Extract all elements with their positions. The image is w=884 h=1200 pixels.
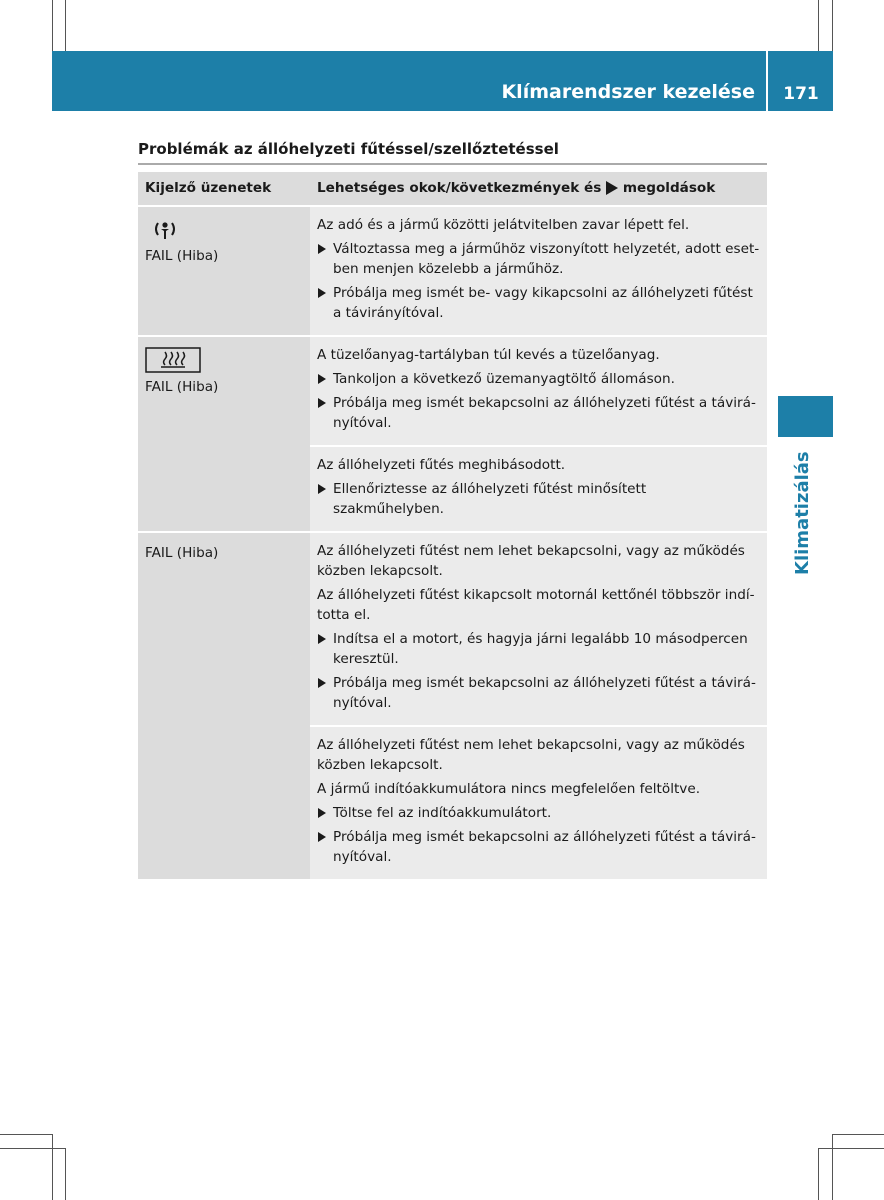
message-text: FAIL (Hiba) — [145, 248, 219, 264]
cause-text: Az állóhelyzeti fűtés meghibásodott. — [317, 457, 566, 473]
crop-mark — [0, 1148, 66, 1149]
crop-mark — [52, 1134, 53, 1200]
auxiliary-heating-icon — [145, 347, 201, 373]
arrow-icon — [606, 181, 618, 195]
solution-step: Próbálja meg ismét bekapcsolni az állóhelyzeti fűtést a távirá-nyítóval. — [317, 673, 761, 713]
solution-cell — [310, 446, 767, 532]
crop-mark — [818, 1148, 884, 1149]
cause-text: Az állóhelyzeti fűtést kikapcsolt motornál kettőnél többször indí-totta el. — [317, 587, 755, 623]
crop-mark — [832, 0, 833, 51]
page-header — [52, 51, 833, 111]
column-header-causes — [310, 172, 767, 206]
table-row — [138, 336, 767, 446]
column-header-messages: Kijelző üzenetek — [138, 172, 310, 206]
cause-text: A tüzelőanyag-tartályban túl kevés a tüzelőanyag. — [317, 347, 660, 363]
chapter-title: Klímarendszer kezelése — [501, 81, 755, 103]
section-divider — [138, 163, 767, 165]
page-number: 171 — [783, 84, 819, 104]
crop-mark — [818, 1148, 819, 1200]
solution-cell — [310, 336, 767, 446]
message-cell — [138, 206, 310, 336]
section-title: Problémák az állóhelyzeti fűtéssel/szellőztetéssel — [138, 140, 559, 158]
solution-step: Próbálja meg ismét be- vagy kikapcsolni az állóhelyzeti fűtést a távirányítóval. — [317, 283, 761, 323]
message-text: FAIL (Hiba) — [145, 545, 219, 561]
message-cell — [138, 336, 310, 532]
header-text: megoldások — [622, 180, 716, 196]
header-text: Lehetséges okok/következmények és — [317, 180, 602, 196]
solution-step: Próbálja meg ismét bekapcsolni az állóhelyzeti fűtést a távirá-nyítóval. — [317, 827, 761, 867]
crop-mark — [65, 0, 66, 51]
message-text: FAIL (Hiba) — [145, 379, 219, 395]
solution-step: Változtassa meg a járműhöz viszonyított helyzetét, adott eset-ben menjen közelebb a járműhöz. — [317, 239, 761, 279]
message-cell — [138, 532, 310, 880]
cause-text: Az állóhelyzeti fűtést nem lehet bekapcsolni, vagy az működés közben lekapcsolt. — [317, 737, 745, 773]
solution-cell — [310, 206, 767, 336]
crop-mark — [52, 0, 53, 51]
antenna-signal-icon — [145, 218, 185, 240]
crop-mark — [832, 1134, 884, 1135]
crop-mark — [0, 1134, 52, 1135]
cause-text: Az állóhelyzeti fűtést nem lehet bekapcsolni, vagy az működés közben lekapcsolt. — [317, 543, 745, 579]
chapter-tab-label: Klimatizálás — [792, 451, 813, 575]
header-divider — [766, 51, 768, 111]
solution-step: Indítsa el a motort, és hagyja járni legalább 10 másodpercen keresztül. — [317, 629, 761, 669]
solution-step: Tankoljon a következő üzemanyagtöltő állomáson. — [317, 369, 761, 389]
table-header-row — [138, 172, 767, 206]
crop-mark — [65, 1148, 66, 1200]
solution-cell — [310, 532, 767, 726]
cause-text: Az adó és a jármű közötti jelátvitelben zavar lépett fel. — [317, 217, 690, 233]
table-row — [138, 206, 767, 336]
solution-step: Próbálja meg ismét bekapcsolni az állóhelyzeti fűtést a távirá-nyítóval. — [317, 393, 761, 433]
solution-step: Ellenőriztesse az állóhelyzeti fűtést minősített szakműhelyben. — [317, 479, 761, 519]
table-row — [138, 532, 767, 726]
crop-mark — [832, 1134, 833, 1200]
solution-cell — [310, 726, 767, 880]
cause-text: A jármű indítóakkumulátora nincs megfelelően feltöltve. — [317, 781, 701, 797]
solution-step: Töltse fel az indítóakkumulátort. — [317, 803, 761, 823]
crop-mark — [818, 0, 819, 51]
troubleshooting-table — [138, 172, 767, 881]
chapter-tab — [778, 396, 833, 437]
